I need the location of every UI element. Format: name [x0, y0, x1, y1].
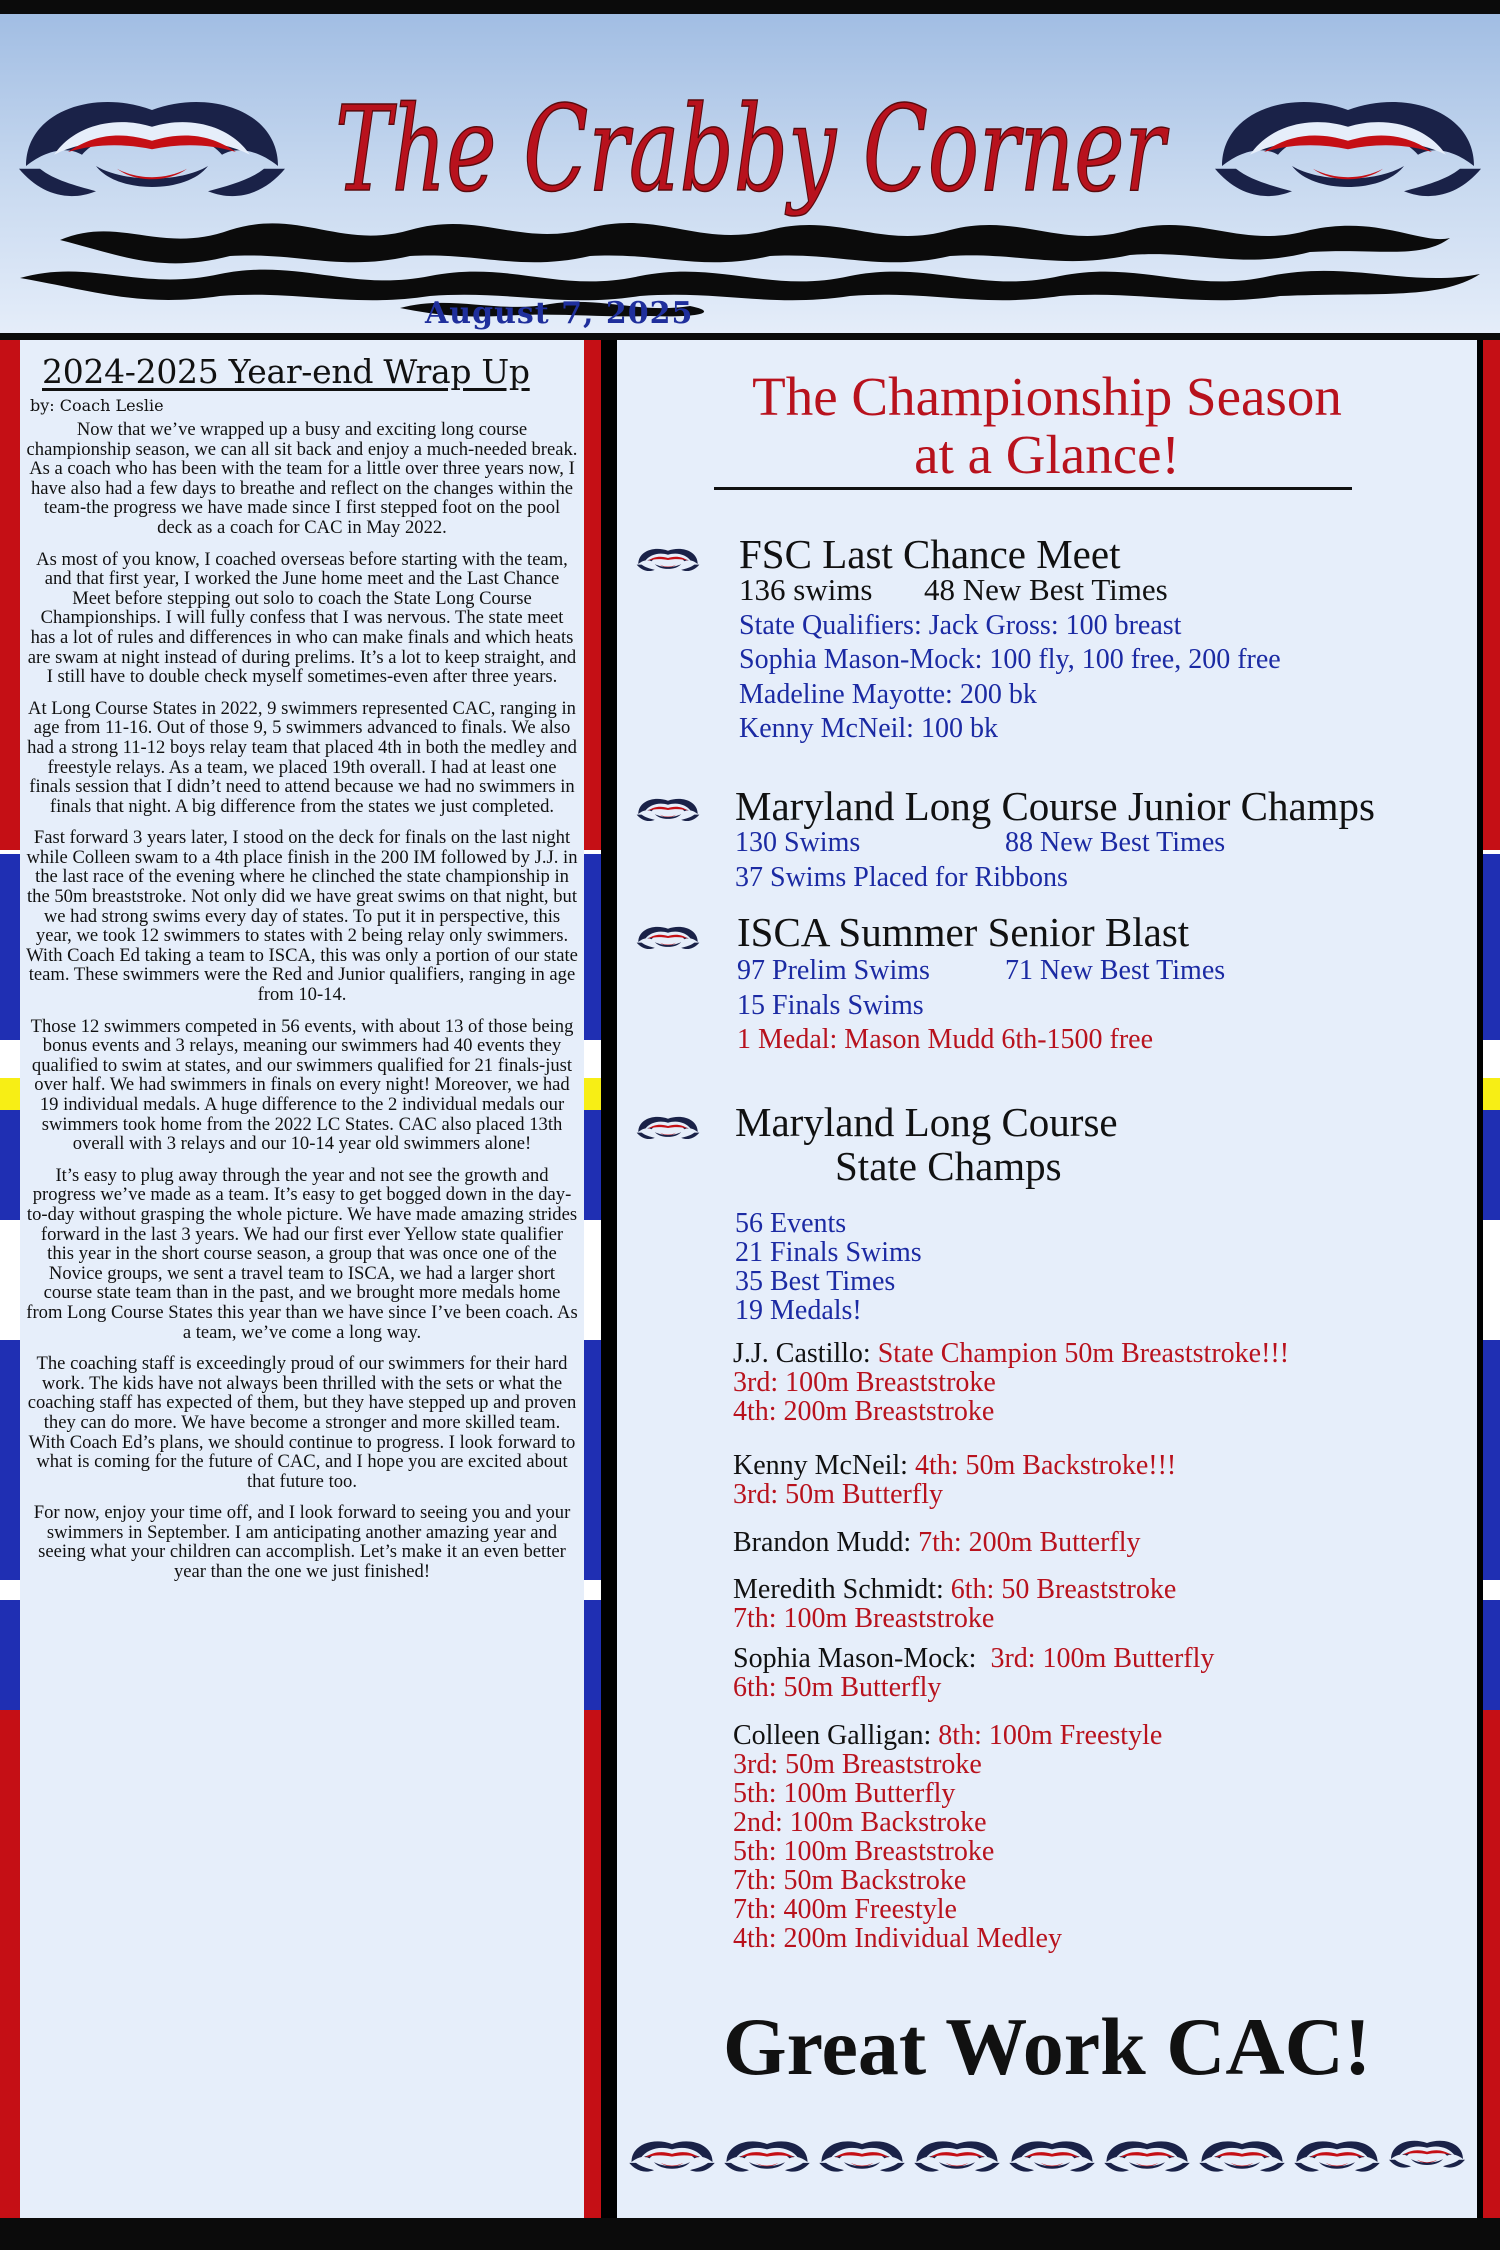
meet-name: Maryland Long Course Junior Champs — [735, 783, 1375, 829]
swimmer-result: Meredith Schmidt: 6th: 50 Breaststroke — [733, 1574, 1177, 1605]
prelim-swims: 97 Prelim Swims — [737, 955, 930, 986]
meet-name-line2: State Champs — [835, 1143, 1062, 1189]
finals-swims: 15 Finals Swims — [737, 990, 924, 1021]
closing-cheer: Great Work CAC! — [722, 2001, 1372, 2092]
masthead-title-text: The Crabby Corner — [335, 80, 1170, 218]
article-paragraph: Those 12 swimmers competed in 56 events, with about 13 of those being bonus events and 3 relays, meaning our swimmers had 40 events they qualified to swim at states, and our swimmers qualified for 21 finals-just over half. We had swimmers in finals on every night! Moreover, we had 19 individual medals. A huge difference to the 2 individual medals our swimmers took home from the 2022 LC States. CAC also placed 13th overall with 3 relays and our 10-14 year old swimmers alone! — [30, 1015, 574, 1155]
result-line: 3rd: 50m Breaststroke — [733, 1749, 982, 1780]
crab-icon — [635, 1110, 701, 1144]
center-divider-stripe — [584, 340, 601, 2218]
events-count: 56 Events — [735, 1208, 847, 1239]
crab-icon — [635, 920, 701, 954]
meet-name: ISCA Summer Senior Blast — [737, 909, 1190, 955]
crab-icon — [635, 792, 701, 826]
best-times: 35 Best Times — [735, 1266, 896, 1297]
article-paragraph: It’s easy to plug away through the year and not see the growth and progress we’ve made as a team. It’s easy to get bogged down in the day-to-day without grasping the whole picture. We have made amazing strides forward in the last 3 years. We had our first ever Yellow state qualifier this year in the short course season, a group that was once one of the Novice groups, we sent a travel team to ISCA, we had a larger short course state team than in the past, and we brought more medals home from Long Course States this year than we have since I’ve been coach. As a team, we’ve come a long way. — [26, 1164, 578, 1343]
article-paragraph: As most of you know, I coached overseas before starting with the team, and that first year, I worked the June home meet and the Last Chance Meet before stepping out solo to coach the State Long Course Championships. I will fully confess that I was nervous. The state meet has a lot of rules and differences in who can make finals and which heats are swam at night instead of during prelims. It’s a lot to keep straight, and I still have to double check myself sometimes-even after three years. — [27, 548, 577, 688]
swimmer-result: J.J. Castillo: State Champion 50m Breaststroke!!! — [733, 1338, 1290, 1369]
medal-count: 19 Medals! — [735, 1295, 862, 1326]
issue-date: August 7, 2025 — [425, 296, 694, 331]
article-column — [20, 340, 584, 2218]
swim-count: 130 Swims — [735, 827, 861, 858]
right-edge-stripe — [1483, 340, 1500, 2218]
swimmer-result: Sophia Mason-Mock: 3rd: 100m Butterfly — [733, 1643, 1215, 1674]
header-border — [0, 333, 1500, 340]
bottom-border — [0, 2218, 1500, 2250]
result-line: 7th: 100m Breaststroke — [733, 1603, 995, 1634]
result-line: 3rd: 50m Butterfly — [733, 1479, 943, 1510]
result-line: 4th: 200m Breaststroke — [733, 1396, 995, 1427]
meet-name-line1: Maryland Long Course — [735, 1099, 1118, 1145]
article-byline: by: Coach Leslie — [30, 396, 164, 415]
season-title-line2: at a Glance! — [914, 424, 1180, 485]
swim-count: 136 swims — [739, 572, 873, 607]
best-times: 88 New Best Times — [1005, 827, 1226, 858]
crab-border-row — [617, 2130, 1477, 2190]
article-paragraph: For now, enjoy your time off, and I look forward to seeing you and your swimmers in September. I am anticipating another amazing year and seeing what your children can accomplish. Let’s make it an even better year than the one we just finished! — [33, 1502, 571, 1583]
qualifier-line: Sophia Mason-Mock: 100 fly, 100 free, 200 free — [739, 644, 1281, 675]
article-body — [20, 420, 584, 1594]
crab-icon — [635, 542, 701, 576]
season-title-line1: The Championship Season — [752, 366, 1342, 427]
season-title — [617, 368, 1477, 484]
ribbons-line: 37 Swims Placed for Ribbons — [735, 862, 1068, 893]
swimmer-result: Brandon Mudd: 7th: 200m Butterfly — [733, 1527, 1141, 1558]
result-line: 4th: 200m Individual Medley — [733, 1923, 1062, 1954]
best-times: 71 New Best Times — [1005, 955, 1226, 986]
left-edge-stripe — [0, 340, 20, 2218]
article-title: 2024-2025 Year-end Wrap Up — [42, 352, 530, 391]
result-line: 7th: 50m Backstroke — [733, 1865, 967, 1896]
qualifier-line: Madeline Mayotte: 200 bk — [739, 679, 1037, 710]
qualifier-line: Kenny McNeil: 100 bk — [739, 713, 998, 744]
article-paragraph: The coaching staff is exceedingly proud of our swimmers for their hard work. The kids have not always been thrilled with the sets or what the coaching staff has expected of them, but they have stepped up and proven they can do more. We have become a stronger and more skilled team. With Coach Ed’s plans, we should continue to progress. I look forward to what is coming for the future of CAC, and I hope you are excited about that future too. — [27, 1353, 577, 1492]
result-line: 5th: 100m Breaststroke — [733, 1836, 995, 1867]
swimmer-result: Kenny McNeil: 4th: 50m Backstroke!!! — [733, 1450, 1177, 1481]
meet-name: FSC Last Chance Meet — [739, 531, 1121, 577]
medal-line: 1 Medal: Mason Mudd 6th-1500 free — [737, 1024, 1154, 1055]
result-line: 2nd: 100m Backstroke — [733, 1807, 987, 1838]
title-underline — [714, 487, 1352, 490]
article-paragraph: Fast forward 3 years later, I stood on the deck for finals on the last night while Colleen swam to a 4th place finish in the 200 IM followed by J.J. in the last race of the evening where he clinched the state championship in the 50m breaststroke. Not only did we have great swims on that night, but we had strong swims every day of states. To put it in perspective, this year, we took 12 swimmers to states with 2 being relay only swimmers. With Coach Ed taking a team to ISCA, this was only a portion of our state team. These swimmers were the Red and Junior qualifiers, ranging in age from 10-14. — [26, 827, 578, 1006]
season-column — [617, 340, 1477, 2218]
result-line: 5th: 100m Butterfly — [733, 1778, 956, 1809]
qualifier-line: State Qualifiers: Jack Gross: 100 breast — [739, 610, 1182, 641]
swimmer-result: Colleen Galligan: 8th: 100m Freestyle — [733, 1720, 1163, 1751]
result-line: 7th: 400m Freestyle — [733, 1894, 957, 1925]
wave-graphic — [0, 200, 1500, 320]
finals-swims: 21 Finals Swims — [735, 1237, 922, 1268]
article-paragraph: Now that we’ve wrapped up a busy and exciting long course championship season, we can all sit back and enjoy a much-needed break. As a coach who has been with the team for a little over three years now, I have also had a few days to breathe and reflect on the changes within the team-the progress we have made since I first stepped foot on the pool deck as a coach for CAC in May 2022. — [26, 419, 578, 538]
masthead — [0, 0, 1500, 340]
result-line: 6th: 50m Butterfly — [733, 1672, 942, 1703]
best-times: 48 New Best Times — [924, 572, 1168, 607]
article-paragraph: At Long Course States in 2022, 9 swimmers represented CAC, ranging in age from 11-16. Out of those 9, 5 swimmers advanced to finals. We also had a strong 11-12 boys relay team that placed 4th in both the medley and freestyle relays. As a team, we placed 19th overall. I had at least one finals session that I didn’t need to attend because we had no swimmers in finals that night. A big difference from the states we just completed. — [27, 697, 577, 817]
result-line: 3rd: 100m Breaststroke — [733, 1367, 996, 1398]
